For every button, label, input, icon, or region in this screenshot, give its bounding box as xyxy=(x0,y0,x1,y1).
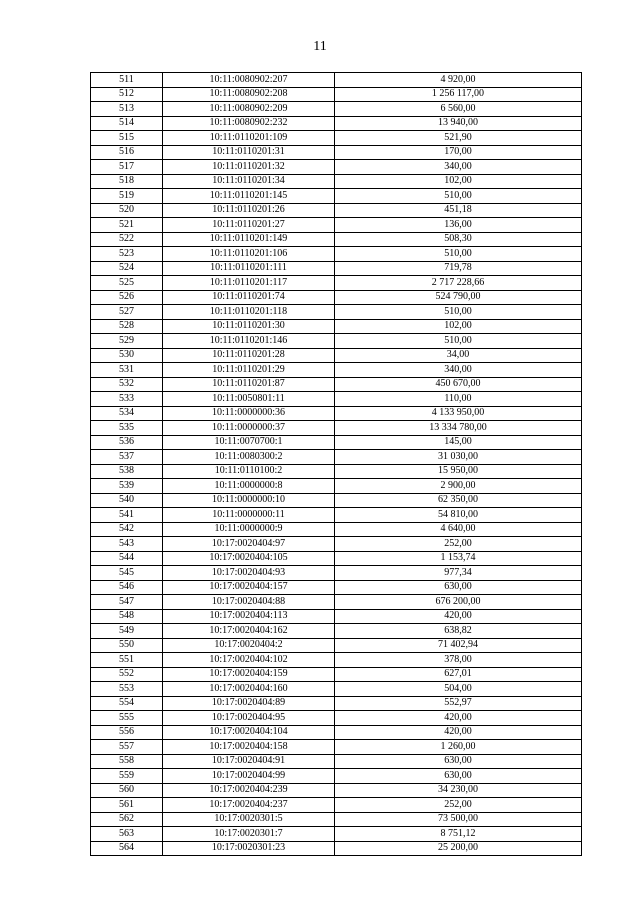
table-row xyxy=(91,682,582,697)
table-row xyxy=(91,145,582,160)
cadastral-value-cell: 638,82 xyxy=(335,624,582,639)
cadastral-number-cell: 10:11:0070700:1 xyxy=(163,435,335,450)
table-row xyxy=(91,754,582,769)
table-row xyxy=(91,580,582,595)
cadastral-number-cell: 10:17:0020404:113 xyxy=(163,609,335,624)
table-row xyxy=(91,769,582,784)
cadastral-number-cell: 10:11:0000000:36 xyxy=(163,406,335,421)
cadastral-value-cell: 145,00 xyxy=(335,435,582,450)
table-row xyxy=(91,696,582,711)
cadastral-number-cell: 10:11:0110201:27 xyxy=(163,218,335,233)
cadastral-value-cell: 450 670,00 xyxy=(335,377,582,392)
table-row xyxy=(91,566,582,581)
cadastral-value-cell: 630,00 xyxy=(335,769,582,784)
cadastral-value-cell: 4 640,00 xyxy=(335,522,582,537)
table-row xyxy=(91,232,582,247)
table-row xyxy=(91,363,582,378)
cadastral-number-cell: 10:11:0000000:10 xyxy=(163,493,335,508)
row-number-cell: 513 xyxy=(91,102,163,117)
cadastral-number-cell: 10:17:0020404:89 xyxy=(163,696,335,711)
cadastral-value-cell: 73 500,00 xyxy=(335,812,582,827)
row-number-cell: 554 xyxy=(91,696,163,711)
cadastral-number-cell: 10:11:0110201:149 xyxy=(163,232,335,247)
table-row xyxy=(91,595,582,610)
row-number-cell: 522 xyxy=(91,232,163,247)
row-number-cell: 535 xyxy=(91,421,163,436)
cadastral-value-cell: 4 920,00 xyxy=(335,73,582,88)
row-number-cell: 551 xyxy=(91,653,163,668)
table-row xyxy=(91,551,582,566)
table-row xyxy=(91,827,582,842)
table-row xyxy=(91,812,582,827)
cadastral-value-cell: 719,78 xyxy=(335,261,582,276)
table-row xyxy=(91,450,582,465)
cadastral-value-cell: 977,34 xyxy=(335,566,582,581)
table-row xyxy=(91,740,582,755)
row-number-cell: 523 xyxy=(91,247,163,262)
row-number-cell: 533 xyxy=(91,392,163,407)
row-number-cell: 532 xyxy=(91,377,163,392)
table-row xyxy=(91,508,582,523)
cadastral-value-cell: 110,00 xyxy=(335,392,582,407)
cadastral-value-cell: 25 200,00 xyxy=(335,841,582,856)
cadastral-number-cell: 10:11:0000000:8 xyxy=(163,479,335,494)
cadastral-number-cell: 10:11:0110201:118 xyxy=(163,305,335,320)
row-number-cell: 529 xyxy=(91,334,163,349)
cadastral-value-cell: 102,00 xyxy=(335,174,582,189)
table-row xyxy=(91,537,582,552)
cadastral-number-cell: 10:17:0020404:97 xyxy=(163,537,335,552)
cadastral-value-cell: 71 402,94 xyxy=(335,638,582,653)
row-number-cell: 539 xyxy=(91,479,163,494)
cadastral-value-cell: 504,00 xyxy=(335,682,582,697)
cadastral-value-cell: 6 560,00 xyxy=(335,102,582,117)
row-number-cell: 525 xyxy=(91,276,163,291)
row-number-cell: 547 xyxy=(91,595,163,610)
cadastral-number-cell: 10:17:0020404:237 xyxy=(163,798,335,813)
row-number-cell: 558 xyxy=(91,754,163,769)
table-row xyxy=(91,102,582,117)
row-number-cell: 521 xyxy=(91,218,163,233)
table-row xyxy=(91,638,582,653)
cadastral-value-cell: 508,30 xyxy=(335,232,582,247)
table-row xyxy=(91,73,582,88)
cadastral-number-cell: 10:11:0110100:2 xyxy=(163,464,335,479)
cadastral-value-cell: 8 751,12 xyxy=(335,827,582,842)
cadastral-value-cell: 340,00 xyxy=(335,363,582,378)
row-number-cell: 557 xyxy=(91,740,163,755)
row-number-cell: 563 xyxy=(91,827,163,842)
cadastral-number-cell: 10:17:0020301:5 xyxy=(163,812,335,827)
row-number-cell: 527 xyxy=(91,305,163,320)
row-number-cell: 564 xyxy=(91,841,163,856)
row-number-cell: 524 xyxy=(91,261,163,276)
cadastral-value-cell: 420,00 xyxy=(335,725,582,740)
cadastral-value-cell: 31 030,00 xyxy=(335,450,582,465)
cadastral-value-cell: 451,18 xyxy=(335,203,582,218)
row-number-cell: 512 xyxy=(91,87,163,102)
row-number-cell: 536 xyxy=(91,435,163,450)
cadastral-value-cell: 34,00 xyxy=(335,348,582,363)
cadastral-number-cell: 10:11:0110201:145 xyxy=(163,189,335,204)
row-number-cell: 528 xyxy=(91,319,163,334)
cadastral-value-cell: 1 256 117,00 xyxy=(335,87,582,102)
cadastral-value-cell: 102,00 xyxy=(335,319,582,334)
table-row xyxy=(91,841,582,856)
cadastral-number-cell: 10:11:0110201:109 xyxy=(163,131,335,146)
table-row xyxy=(91,377,582,392)
cadastral-number-cell: 10:17:0020404:91 xyxy=(163,754,335,769)
row-number-cell: 511 xyxy=(91,73,163,88)
row-number-cell: 559 xyxy=(91,769,163,784)
cadastral-value-cell: 170,00 xyxy=(335,145,582,160)
table-row xyxy=(91,189,582,204)
table-row xyxy=(91,798,582,813)
cadastral-value-cell: 13 940,00 xyxy=(335,116,582,131)
row-number-cell: 542 xyxy=(91,522,163,537)
row-number-cell: 543 xyxy=(91,537,163,552)
table-row xyxy=(91,160,582,175)
cadastral-number-cell: 10:11:0080902:208 xyxy=(163,87,335,102)
table-row xyxy=(91,116,582,131)
row-number-cell: 549 xyxy=(91,624,163,639)
cadastral-value-cell: 420,00 xyxy=(335,609,582,624)
cadastral-value-cell: 552,97 xyxy=(335,696,582,711)
row-number-cell: 556 xyxy=(91,725,163,740)
table-row xyxy=(91,305,582,320)
table-row xyxy=(91,392,582,407)
table-row xyxy=(91,725,582,740)
row-number-cell: 530 xyxy=(91,348,163,363)
cadastral-number-cell: 10:11:0110201:146 xyxy=(163,334,335,349)
cadastral-number-cell: 10:11:0110201:31 xyxy=(163,145,335,160)
cadastral-number-cell: 10:17:0020404:159 xyxy=(163,667,335,682)
row-number-cell: 520 xyxy=(91,203,163,218)
cadastral-number-cell: 10:17:0020404:157 xyxy=(163,580,335,595)
cadastral-number-cell: 10:11:0110201:28 xyxy=(163,348,335,363)
table-row xyxy=(91,276,582,291)
row-number-cell: 548 xyxy=(91,609,163,624)
cadastral-value-cell: 34 230,00 xyxy=(335,783,582,798)
cadastral-value-cell: 2 900,00 xyxy=(335,479,582,494)
row-number-cell: 517 xyxy=(91,160,163,175)
cadastral-number-cell: 10:11:0000000:11 xyxy=(163,508,335,523)
cadastral-value-cell: 1 260,00 xyxy=(335,740,582,755)
cadastral-number-cell: 10:17:0020404:105 xyxy=(163,551,335,566)
cadastral-value-cell: 510,00 xyxy=(335,189,582,204)
cadastral-value-cell: 252,00 xyxy=(335,798,582,813)
cadastral-value-cell: 54 810,00 xyxy=(335,508,582,523)
row-number-cell: 552 xyxy=(91,667,163,682)
cadastral-number-cell: 10:11:0000000:37 xyxy=(163,421,335,436)
cadastral-number-cell: 10:17:0020404:158 xyxy=(163,740,335,755)
cadastral-number-cell: 10:11:0080300:2 xyxy=(163,450,335,465)
cadastral-number-cell: 10:11:0110201:34 xyxy=(163,174,335,189)
row-number-cell: 514 xyxy=(91,116,163,131)
row-number-cell: 561 xyxy=(91,798,163,813)
table-row xyxy=(91,334,582,349)
table-row xyxy=(91,203,582,218)
table-row xyxy=(91,261,582,276)
row-number-cell: 538 xyxy=(91,464,163,479)
table-row xyxy=(91,464,582,479)
row-number-cell: 526 xyxy=(91,290,163,305)
cadastral-number-cell: 10:11:0110201:117 xyxy=(163,276,335,291)
table-row xyxy=(91,609,582,624)
row-number-cell: 531 xyxy=(91,363,163,378)
row-number-cell: 541 xyxy=(91,508,163,523)
cadastral-value-cell: 521,90 xyxy=(335,131,582,146)
cadastral-value-cell: 630,00 xyxy=(335,580,582,595)
table-row xyxy=(91,247,582,262)
table-row xyxy=(91,131,582,146)
table-row xyxy=(91,783,582,798)
table-row xyxy=(91,319,582,334)
cadastral-number-cell: 10:11:0080902:232 xyxy=(163,116,335,131)
cadastral-number-cell: 10:17:0020404:88 xyxy=(163,595,335,610)
cadastral-number-cell: 10:17:0020301:7 xyxy=(163,827,335,842)
cadastral-number-cell: 10:11:0110201:26 xyxy=(163,203,335,218)
row-number-cell: 553 xyxy=(91,682,163,697)
cadastral-number-cell: 10:11:0110201:87 xyxy=(163,377,335,392)
page-number: 11 xyxy=(313,39,327,54)
cadastral-value-cell: 13 334 780,00 xyxy=(335,421,582,436)
cadastral-number-cell: 10:11:0110201:30 xyxy=(163,319,335,334)
table-body xyxy=(91,73,582,856)
row-number-cell: 562 xyxy=(91,812,163,827)
cadastral-value-cell: 62 350,00 xyxy=(335,493,582,508)
table-row xyxy=(91,711,582,726)
cadastral-value-cell: 627,01 xyxy=(335,667,582,682)
row-number-cell: 516 xyxy=(91,145,163,160)
table-row xyxy=(91,522,582,537)
cadastral-number-cell: 10:11:0110201:111 xyxy=(163,261,335,276)
cadastral-value-cell: 15 950,00 xyxy=(335,464,582,479)
cadastral-number-cell: 10:17:0020404:102 xyxy=(163,653,335,668)
cadastral-value-cell: 1 153,74 xyxy=(335,551,582,566)
row-number-cell: 537 xyxy=(91,450,163,465)
cadastral-value-cell: 420,00 xyxy=(335,711,582,726)
cadastral-value-cell: 676 200,00 xyxy=(335,595,582,610)
table-row xyxy=(91,174,582,189)
cadastral-value-cell: 4 133 950,00 xyxy=(335,406,582,421)
cadastral-number-cell: 10:17:0020404:104 xyxy=(163,725,335,740)
row-number-cell: 560 xyxy=(91,783,163,798)
cadastral-value-cell: 510,00 xyxy=(335,305,582,320)
cadastral-value-cell: 340,00 xyxy=(335,160,582,175)
table-row xyxy=(91,653,582,668)
row-number-cell: 544 xyxy=(91,551,163,566)
row-number-cell: 518 xyxy=(91,174,163,189)
cadastral-number-cell: 10:17:0020404:2 xyxy=(163,638,335,653)
table-row xyxy=(91,493,582,508)
cadastral-value-cell: 510,00 xyxy=(335,247,582,262)
cadastral-value-cell: 524 790,00 xyxy=(335,290,582,305)
cadastral-value-table xyxy=(90,72,582,856)
cadastral-number-cell: 10:11:0110201:74 xyxy=(163,290,335,305)
table-row xyxy=(91,87,582,102)
table-row xyxy=(91,435,582,450)
cadastral-number-cell: 10:17:0020301:23 xyxy=(163,841,335,856)
row-number-cell: 515 xyxy=(91,131,163,146)
table-row xyxy=(91,667,582,682)
table-row xyxy=(91,290,582,305)
cadastral-number-cell: 10:17:0020404:160 xyxy=(163,682,335,697)
cadastral-value-cell: 136,00 xyxy=(335,218,582,233)
table-row xyxy=(91,348,582,363)
cadastral-number-cell: 10:11:0110201:106 xyxy=(163,247,335,262)
row-number-cell: 555 xyxy=(91,711,163,726)
cadastral-number-cell: 10:11:0080902:207 xyxy=(163,73,335,88)
row-number-cell: 540 xyxy=(91,493,163,508)
cadastral-number-cell: 10:17:0020404:95 xyxy=(163,711,335,726)
row-number-cell: 550 xyxy=(91,638,163,653)
cadastral-number-cell: 10:17:0020404:239 xyxy=(163,783,335,798)
cadastral-number-cell: 10:11:0050801:11 xyxy=(163,392,335,407)
cadastral-value-cell: 630,00 xyxy=(335,754,582,769)
row-number-cell: 545 xyxy=(91,566,163,581)
table-row xyxy=(91,479,582,494)
cadastral-value-cell: 2 717 228,66 xyxy=(335,276,582,291)
table-row xyxy=(91,218,582,233)
row-number-cell: 519 xyxy=(91,189,163,204)
cadastral-number-cell: 10:17:0020404:99 xyxy=(163,769,335,784)
cadastral-number-cell: 10:17:0020404:162 xyxy=(163,624,335,639)
row-number-cell: 546 xyxy=(91,580,163,595)
table-row xyxy=(91,406,582,421)
table-row xyxy=(91,624,582,639)
table-row xyxy=(91,421,582,436)
cadastral-number-cell: 10:11:0110201:29 xyxy=(163,363,335,378)
row-number-cell: 534 xyxy=(91,406,163,421)
cadastral-number-cell: 10:11:0080902:209 xyxy=(163,102,335,117)
cadastral-value-cell: 510,00 xyxy=(335,334,582,349)
cadastral-number-cell: 10:11:0000000:9 xyxy=(163,522,335,537)
cadastral-number-cell: 10:11:0110201:32 xyxy=(163,160,335,175)
cadastral-value-cell: 252,00 xyxy=(335,537,582,552)
cadastral-value-cell: 378,00 xyxy=(335,653,582,668)
cadastral-number-cell: 10:17:0020404:93 xyxy=(163,566,335,581)
